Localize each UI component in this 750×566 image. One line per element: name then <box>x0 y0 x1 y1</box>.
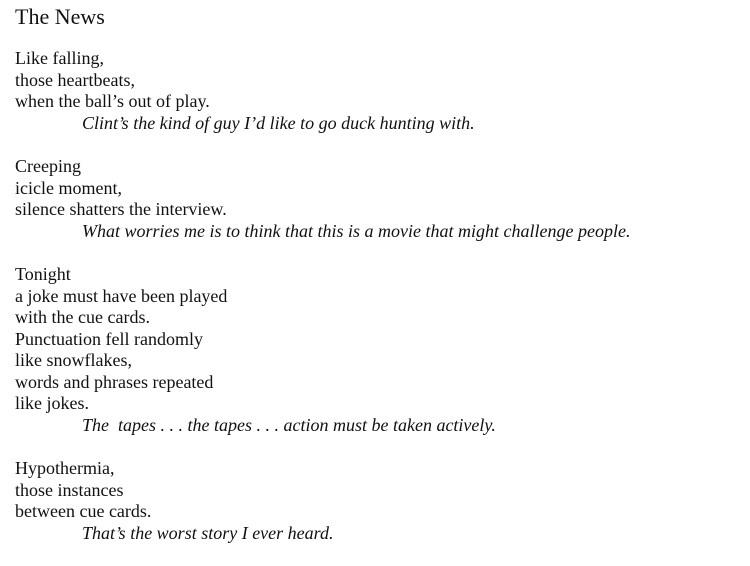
stanza-quote: Clint’s the kind of guy I’d like to go duck hunting with. <box>82 112 475 133</box>
poem-line: silence shatters the interview. <box>15 199 227 219</box>
poem-line: like snowflakes, <box>15 350 132 370</box>
poem-line: when the ball’s out of play. <box>15 91 210 111</box>
poem-line: a joke must have been played <box>15 285 228 306</box>
stanza-quote: That’s the worst story I ever heard. <box>82 522 334 543</box>
poem-line: with the cue cards. <box>15 307 150 327</box>
poem-page <box>15 4 745 566</box>
stanza-3 <box>15 264 745 436</box>
poem-line: Hypothermia, <box>15 458 115 478</box>
stanza-1 <box>15 48 745 134</box>
poem-line: Creeping <box>15 156 81 176</box>
stanza-quote: The tapes . . . the tapes . . . action must be taken actively. <box>82 414 496 435</box>
poem-line: those instances <box>15 479 124 500</box>
poem-title: The News <box>15 4 105 29</box>
poem-line: Tonight <box>15 264 71 284</box>
poem-line: between cue cards. <box>15 501 152 521</box>
stanza-4 <box>15 458 745 544</box>
poem-line: icicle moment, <box>15 177 122 198</box>
stanza-quote: What worries me is to think that this is a movie that might challenge people. <box>82 220 631 241</box>
poem-line: those heartbeats, <box>15 69 135 90</box>
poem-line: words and phrases repeated <box>15 371 214 392</box>
poem-line: like jokes. <box>15 393 89 413</box>
poem-line: Like falling, <box>15 48 104 68</box>
stanza-2 <box>15 156 745 242</box>
poem-line: Punctuation fell randomly <box>15 328 203 349</box>
